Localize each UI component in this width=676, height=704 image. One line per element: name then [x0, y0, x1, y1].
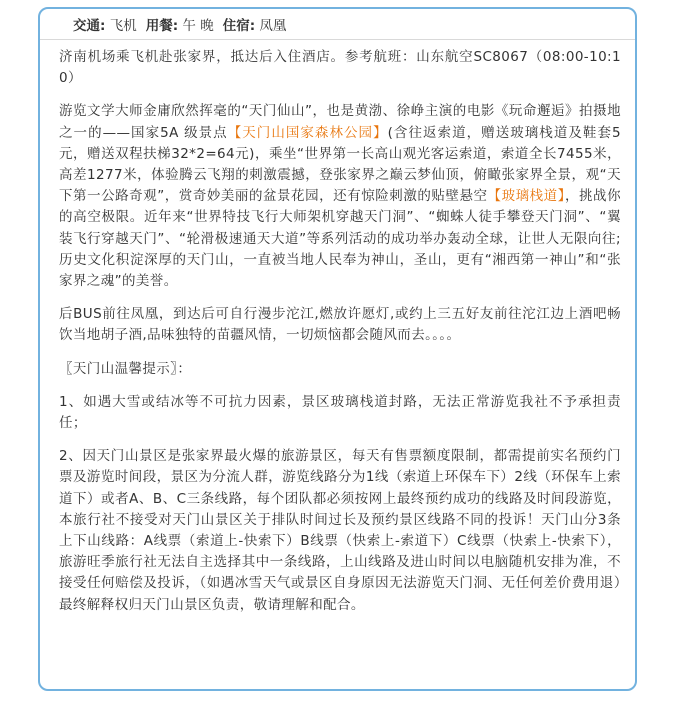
itinerary-card [38, 7, 637, 691]
meal-label: 用餐: [145, 18, 179, 34]
tianmen-text-1: 游览文学大师金庸欣然挥毫的“天门仙山”，也是黄渤、徐峥主演的电影《玩命邂逅》拍摄地之一的——国家5A 级景点 [59, 103, 621, 141]
day-summary-header [40, 9, 635, 40]
lodging-value: 凤凰 [259, 18, 287, 34]
tips-title: 〖天门山温馨提示〗： [59, 360, 192, 377]
lodging-info [223, 14, 287, 34]
meal-info [146, 14, 214, 34]
meal-value: 午 晚 [182, 18, 214, 34]
glass-walkway-highlight: 【玻璃栈道】 [487, 188, 565, 205]
transport-label: 交通: [73, 18, 106, 34]
tianmen-park-highlight: 【天门山国家森林公园】 [227, 124, 388, 141]
fenghuang-paragraph: 后BUS前往凤凰，到达后可自行漫步沱江,燃放许愿灯,或约上三五好友前往沱江边上酒吧畅饮当地胡子酒,品味独特的苗疆风情，一切烦恼都会随风而去。。。。 [59, 306, 621, 344]
lodging-label: 住宿: [222, 18, 256, 34]
flight-paragraph: 济南机场乘飞机赴张家界，抵达后入住酒店。参考航班：山东航空SC8067（08:00-10:10） [59, 49, 621, 87]
transport-value: 飞机 [109, 18, 137, 34]
tianmen-text-2: (含往返索道，赠送玻璃栈道及鞋套5元，赠送双程扶梯32*2=64元)，乘坐“世界第一长高山观光客运索道，索道全长7455米，高差1277米，体验腾云飞翔的刺激震撼，登张家界之巅云梦仙顶，俯瞰张家界全景，观“天下第一公路奇观”，赏奇妙美丽的盆景花园，还有惊险刺激的贴壁悬空 [59, 124, 621, 205]
itinerary-content [40, 40, 635, 616]
tip-item-2: 2、因天门山景区是张家界最火爆的旅游景区，每天有售票额度限制，都需提前实名预约门票及游览时间段，景区为分流人群，游览线路分为1线（索道上环保车下）2线（环保车上索道下）或者A、B、C三条线路，每个团队都必须按网上最终预约成功的线路及时间段游览，本旅行社不接受对天门山景区关于排队时间过长及预约景区线路不同的投诉！天门山分3条上下山线路：A线票（索道上-快索下）B线票（快索上-索道下）C线票（快索上-快索下），旅游旺季旅行社无法自主选择其中一条线路，上山线路及进山时间以电脑随机安排为准，不接受任何赔偿及投诉，（如遇冰雪天气或景区自身原因无法游览天门洞、无任何差价费用退）最终解释权归天门山景区负责，敬请理解和配合。 [59, 448, 621, 613]
tip-item-1: 1、如遇大雪或结冰等不可抗力因素，景区玻璃栈道封路，无法正常游览我社不予承担责任； [59, 393, 621, 432]
transport-info [73, 14, 137, 34]
tianmen-paragraph [59, 101, 621, 292]
tianmen-text-3: ，挑战你的高空极限。近年来“世界特技飞行大师架机穿越天门洞”、“蜘蛛人徒手攀登天门洞”、“翼装飞行穿越天门”、“轮滑极速通天大道”等系列活动的成功举办轰动全球，让世人无限向往;历史文化积淀深厚的天门山，一直被当地人民奉为神山，圣山，更有“湘西第一神山”和“张家界之魂”的美誉。 [59, 188, 621, 290]
